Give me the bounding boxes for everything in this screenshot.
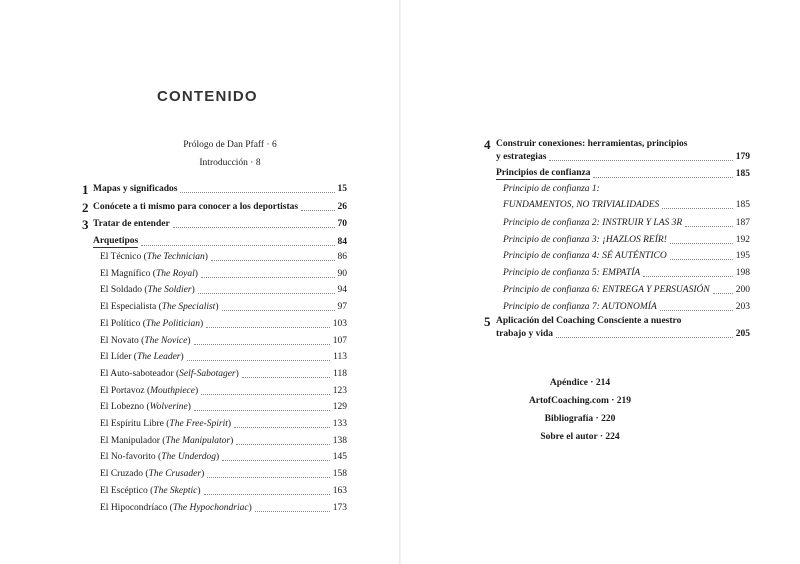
archetype-leader — [187, 359, 330, 361]
principle-entry-page: 198 — [735, 268, 750, 279]
principle-entry-title: FUNDAMENTOS, NO TRIVIALIDADES — [503, 200, 660, 210]
archetype-english-name: Mouthpiece — [150, 385, 195, 396]
archetype-name: El Portavoz — [100, 385, 145, 396]
chapter-number: 2 — [82, 200, 89, 215]
chapter-entry — [496, 329, 750, 340]
archetype-leader — [204, 493, 330, 495]
principle-entry — [503, 285, 750, 296]
chapter-entry-page: 70 — [337, 219, 347, 229]
back-matter-entry: Sobre el autor · 224 — [540, 432, 620, 442]
principle-entry-leader — [685, 225, 733, 227]
archetype-page: 138 — [332, 435, 347, 446]
archetype-title: El Líder (The Leader) — [100, 352, 184, 363]
principle-entry-leader — [643, 275, 733, 277]
archetype-leader — [206, 326, 330, 328]
principle-entry-page: 192 — [735, 234, 750, 245]
archetype-entry — [100, 302, 347, 313]
archetype-page: 158 — [332, 469, 347, 480]
archetype-name: El Especialista — [100, 302, 157, 313]
archetype-leader — [242, 376, 330, 378]
principle-entry — [503, 268, 750, 279]
archetype-page: 86 — [337, 252, 347, 262]
archetype-entry — [100, 252, 347, 263]
archetype-title: El Novato (The Novice) — [100, 335, 191, 346]
archetype-page: 145 — [332, 452, 347, 463]
archetype-english-name: The Skeptic — [153, 485, 198, 496]
archetype-english-name: The Royal — [155, 268, 195, 279]
chapter-entry — [93, 184, 347, 195]
chapter-entry-title: Conócete a ti mismo para conocer a los deportistas — [93, 202, 299, 212]
principle-entry-leader — [660, 309, 733, 311]
archetype-entry — [100, 436, 347, 447]
chapter-entry-title: Tratar de entender — [93, 219, 170, 229]
chapter-entry-page: 15 — [337, 184, 347, 194]
chapter-number: 5 — [484, 314, 491, 329]
archetype-entry — [100, 352, 347, 363]
archetype-leader — [211, 259, 335, 261]
principle-title-line: Principio de confianza 1: — [503, 184, 600, 194]
chapter-number: 4 — [484, 137, 491, 152]
chapter-entry-page: 205 — [735, 329, 750, 339]
archetype-entry — [100, 469, 347, 480]
chapter-entry-leader — [549, 159, 732, 161]
page-gutter — [399, 0, 401, 564]
chapter-entry — [93, 219, 347, 230]
chapter-entry — [496, 152, 750, 163]
archetype-name: El No-favorito — [100, 452, 156, 463]
section-entry-arquetipos-page: 84 — [337, 237, 347, 247]
archetype-title: El Lobezno (Wolverine) — [100, 402, 191, 413]
section-entry-arquetipos-title: Arquetipos — [93, 236, 139, 246]
section-entry-principios-leader — [593, 176, 732, 178]
archetype-title: El Político (The Politician) — [100, 318, 204, 329]
principle-entry-title: Principio de confianza 3: ¡HAZLOS REÍR! — [503, 234, 667, 245]
archetype-page: 103 — [332, 318, 347, 329]
archetype-leader — [236, 443, 329, 445]
archetype-leader — [207, 476, 329, 478]
archetype-leader — [194, 343, 330, 345]
archetype-name: El Líder — [100, 352, 132, 363]
archetype-name: El Lobezno — [100, 402, 145, 413]
principle-entry-page: 195 — [735, 251, 750, 262]
archetype-english-name: Wolverine — [149, 402, 188, 413]
archetype-name: El Cruzado — [100, 469, 144, 480]
principle-entry — [503, 251, 750, 262]
archetype-page: 94 — [337, 285, 347, 296]
chapter-entry-page: 26 — [337, 202, 347, 212]
prologue-entry: Prólogo de Dan Pfaff · 6 — [183, 140, 277, 150]
archetype-name: El Hipocondríaco — [100, 502, 168, 513]
archetype-entry — [100, 386, 347, 397]
archetype-page: 129 — [332, 402, 347, 413]
archetype-english-name: Self-Sabotager — [179, 368, 236, 379]
archetype-entry — [100, 503, 347, 514]
archetype-name: El Espíritu Libre — [100, 419, 164, 429]
archetype-name: El Soldado — [100, 285, 142, 296]
chapter-entry-leader — [556, 336, 733, 338]
archetype-name: El Auto-saboteador — [100, 368, 174, 379]
chapter-title-line: Aplicación del Coaching Consciente a nuestro — [496, 316, 682, 326]
section-entry-principios — [496, 168, 750, 180]
principle-entry-page: 187 — [735, 218, 750, 228]
back-matter-entry: Bibliografía · 220 — [544, 414, 616, 424]
archetype-title: El Espíritu Libre (The Free-Spirit) — [100, 419, 232, 429]
introduction-entry: Introducción · 8 — [199, 158, 261, 168]
archetype-page: 133 — [332, 419, 347, 429]
archetype-english-name: The Novice — [144, 335, 188, 346]
section-entry-arquetipos-leader — [141, 244, 334, 246]
chapter-entry-title: y estrategias — [496, 152, 547, 162]
archetype-english-name: The Technician — [146, 252, 205, 262]
archetype-entry — [100, 402, 347, 413]
archetype-title: El Hipocondríaco (The Hypochondriac) — [100, 502, 252, 513]
archetype-name: El Manipulador — [100, 435, 160, 446]
principle-entry — [503, 200, 750, 211]
chapter-entry-leader — [301, 209, 334, 211]
principle-entry-leader — [670, 258, 733, 260]
principle-entry — [503, 302, 750, 313]
archetype-title: El Auto-saboteador (Self-Sabotager) — [100, 368, 239, 379]
archetype-leader — [255, 510, 330, 512]
archetype-name: El Técnico — [100, 252, 142, 262]
chapter-entry-title: Mapas y significados — [93, 184, 178, 194]
section-entry-arquetipos — [93, 236, 347, 248]
principle-entry — [503, 235, 750, 246]
archetype-entry — [100, 319, 347, 330]
page-title: CONTENIDO — [157, 88, 258, 105]
archetype-title: El Escéptico (The Skeptic) — [100, 485, 201, 496]
principle-entry-title: Principio de confianza 4: SÉ AUTÉNTICO — [503, 251, 667, 262]
chapter-title-line: Construir conexiones: herramientas, principios — [496, 139, 688, 149]
principle-entry-title: Principio de confianza 7: AUTONOMÍA — [503, 301, 657, 312]
archetype-leader — [194, 409, 330, 411]
archetype-title: El Especialista (The Specialist) — [100, 302, 219, 313]
principle-entry-title: Principio de confianza 5: EMPATÍA — [503, 268, 641, 279]
archetype-leader — [234, 426, 330, 428]
archetype-title: El No-favorito (The Underdog) — [100, 452, 220, 463]
archetype-page: 173 — [332, 502, 347, 513]
chapter-number: 3 — [82, 217, 89, 232]
archetype-entry — [100, 285, 347, 296]
chapter-number: 1 — [82, 182, 89, 197]
archetype-name: El Magnífico — [100, 268, 151, 279]
archetype-leader — [201, 393, 330, 395]
principle-entry-leader — [662, 207, 732, 209]
archetype-entry — [100, 269, 347, 280]
principle-entry-page: 185 — [735, 200, 750, 210]
archetype-english-name: The Crusader — [148, 469, 202, 480]
archetype-title: El Técnico (The Technician) — [100, 252, 208, 262]
principle-entry — [503, 218, 750, 229]
archetype-entry — [100, 452, 347, 463]
archetype-title: El Manipulador (The Manipulator) — [100, 435, 234, 446]
archetype-leader — [201, 276, 335, 278]
principle-entry-title: Principio de confianza 2: INSTRUIR Y LAS 3R — [503, 218, 683, 228]
archetype-leader — [222, 459, 330, 461]
section-entry-principios-title: Principios de confianza — [496, 168, 591, 178]
principle-entry-leader — [713, 292, 733, 294]
archetype-page: 97 — [337, 302, 347, 313]
archetype-page: 123 — [332, 385, 347, 396]
archetype-entry — [100, 336, 347, 347]
archetype-english-name: The Manipulator — [165, 435, 231, 446]
archetype-name: El Escéptico — [100, 485, 148, 496]
archetype-english-name: The Underdog — [161, 452, 217, 463]
archetype-english-name: The Hypochondriac — [172, 502, 249, 513]
archetype-leader — [198, 292, 335, 294]
principle-entry-leader — [670, 242, 733, 244]
archetype-entry — [100, 486, 347, 497]
archetype-page: 118 — [333, 368, 347, 379]
back-matter-entry: Apéndice · 214 — [549, 378, 611, 388]
archetype-leader — [222, 309, 335, 311]
chapter-entry-leader — [173, 226, 335, 228]
archetype-page: 90 — [337, 268, 347, 279]
archetype-title: El Portavoz (Mouthpiece) — [100, 385, 199, 396]
back-matter-entry: ArtofCoaching.com · 219 — [528, 396, 632, 406]
archetype-english-name: The Specialist — [161, 302, 216, 313]
principle-entry-page: 203 — [735, 301, 750, 312]
chapter-entry-title: trabajo y vida — [496, 329, 553, 339]
chapter-entry — [93, 202, 347, 213]
archetype-page: 113 — [333, 352, 347, 363]
archetype-name: El Novato — [100, 335, 139, 346]
chapter-entry-page: 179 — [735, 152, 750, 162]
archetype-english-name: The Politician — [145, 318, 201, 329]
archetype-page: 107 — [332, 335, 347, 346]
archetype-entry — [100, 369, 347, 380]
archetype-english-name: The Leader — [136, 352, 181, 363]
principle-entry-title: Principio de confianza 6: ENTREGA Y PERSUASIÓN — [503, 284, 710, 295]
archetype-name: El Político — [100, 318, 141, 329]
section-entry-principios-page: 185 — [735, 169, 750, 179]
archetype-entry — [100, 419, 347, 430]
archetype-english-name: The Soldier — [147, 285, 192, 296]
archetype-page: 163 — [332, 485, 347, 496]
archetype-title: El Cruzado (The Crusader) — [100, 469, 205, 480]
archetype-english-name: The Free-Spirit — [169, 419, 228, 429]
archetype-title: El Magnífico (The Royal) — [100, 268, 198, 279]
principle-entry-page: 200 — [735, 284, 750, 295]
chapter-entry-leader — [180, 191, 334, 193]
archetype-title: El Soldado (The Soldier) — [100, 285, 195, 296]
